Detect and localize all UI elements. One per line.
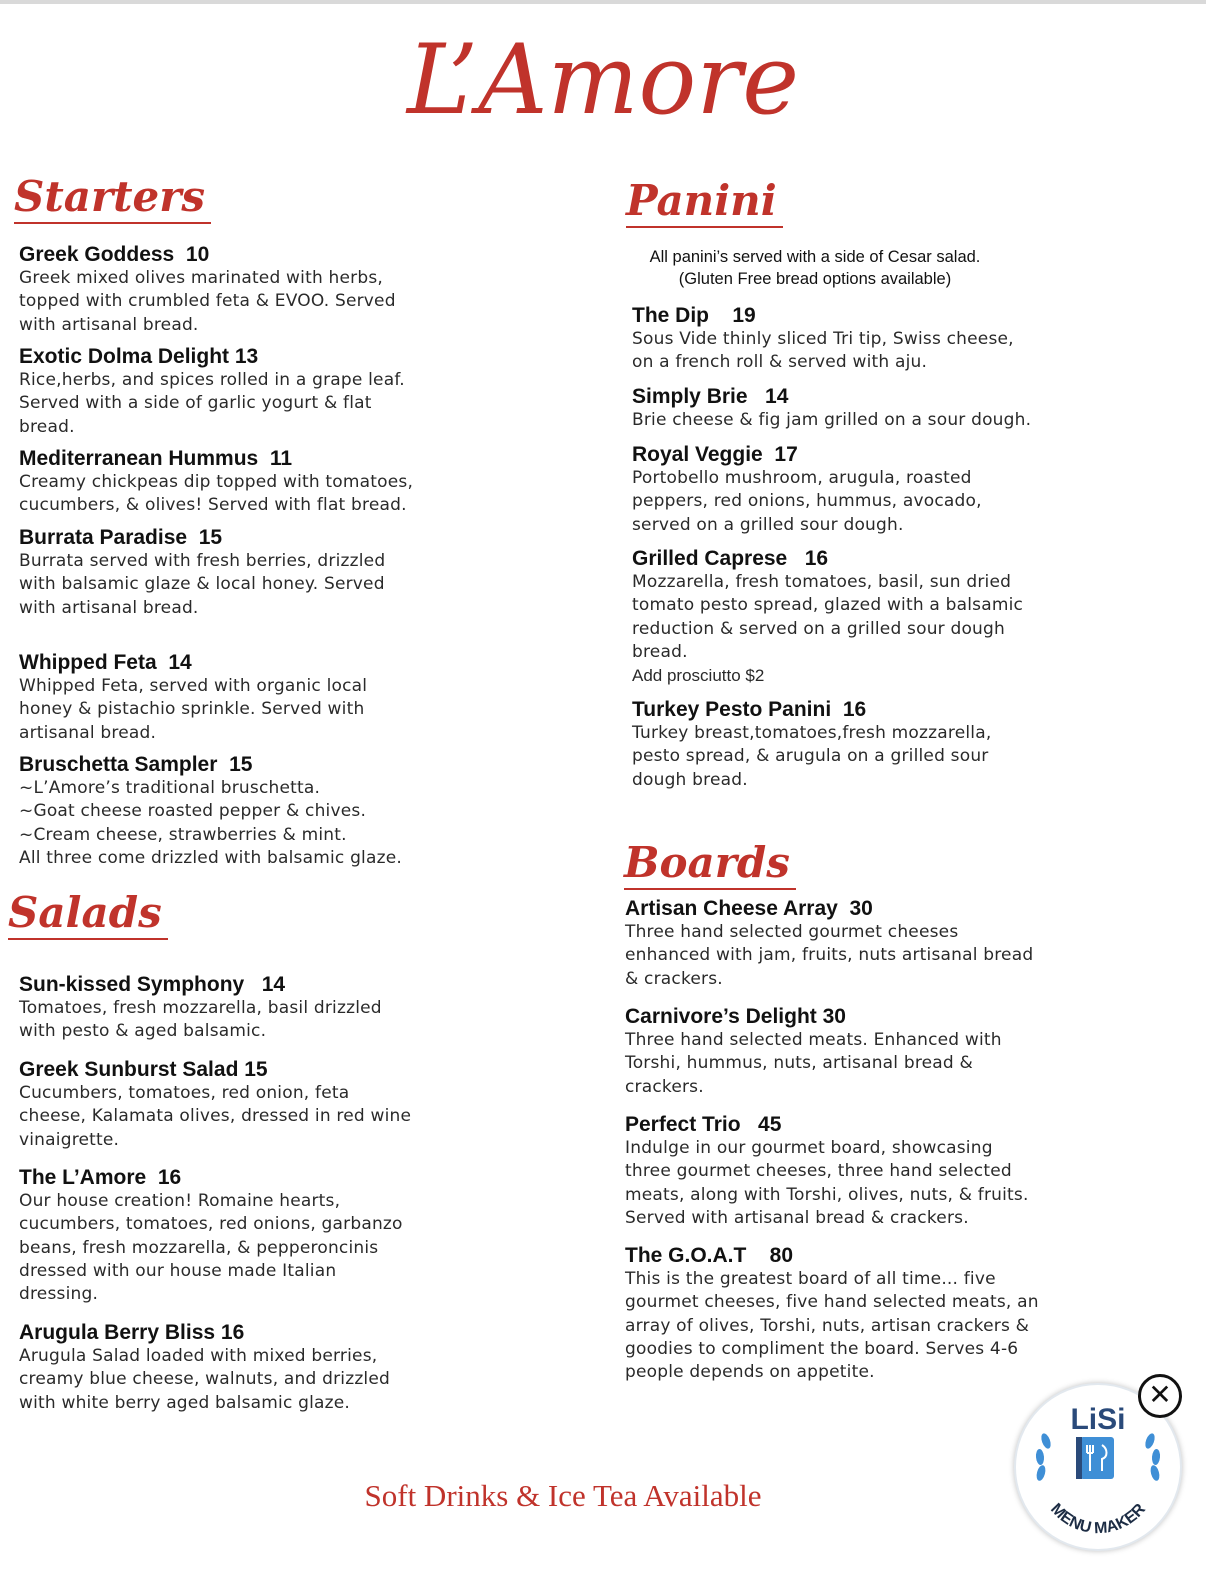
panini-note [600,246,1030,290]
menu-item-artisan-cheese-array [625,896,1075,991]
item-description: Mozzarella, fresh tomatoes, basil, sun dried tomato pesto spread, glazed with a balsamic reduction & served on a grilled sour dough bread. [632,572,1024,662]
item-name: The G.O.A.T 80 [625,1244,794,1267]
menu-item-the-lamore [19,1165,449,1306]
boards-heading: Boards [624,838,796,890]
item-name: Bruschetta Sampler 15 [19,753,253,776]
item-description: Burrata served with fresh berries, drizzled with balsamic glaze & local honey. Served with artisanal bread. [19,551,386,618]
panini-note-line-1: All panini’s served with a side of Cesar salad. [649,248,981,266]
menu-item-greek-sunburst-salad [19,1057,449,1152]
item-name: Royal Veggie 17 [632,443,798,466]
item-name: Grilled Caprese 16 [632,547,829,570]
footer-note: Soft Drinks & Ice Tea Available [364,1478,762,1513]
item-description: Three hand selected meats. Enhanced with Torshi, hummus, nuts, artisanal bread & crackers. [625,1030,1002,1097]
item-name: Burrata Paradise 15 [19,526,223,549]
restaurant-title: L’Amore [406,24,800,136]
item-name: Mediterranean Hummus 11 [19,447,293,470]
menu-item-simply-brie [632,384,1062,432]
item-description: Indulge in our gourmet board, showcasing three gourmet cheeses, three hand selected meats, along with Torshi, olives, nuts, & fruits. Served with artisanal bread & crackers. [625,1138,1029,1228]
item-description: Creamy chickpeas dip topped with tomatoes, cucumbers, & olives! Served with flat bread. [19,472,414,516]
panini-heading: Panini [626,176,783,228]
menu-item-turkey-pesto-panini [632,697,1062,792]
menu-item-perfect-trio [625,1112,1075,1230]
item-description: ~L’Amore’s traditional bruschetta. ~Goat cheese roasted pepper & chives. ~Cream cheese, strawberries & mint. All three come drizzled with balsamic glaze. [19,778,402,868]
menu-item-the-dip [632,303,1062,375]
menu-item-mediterranean-hummus [19,446,449,518]
item-name: Sun-kissed Symphony 14 [19,973,286,996]
item-description: Our house creation! Romaine hearts, cucumbers, tomatoes, red onions, garbanzo beans, fresh mozzarella, & pepperoncinis dressed with our house made Italian dressing. [19,1191,403,1305]
item-description: Portobello mushroom, arugula, roasted peppers, red onions, hummus, avocado, served on a grilled sour dough. [632,468,982,535]
item-description: Three hand selected gourmet cheeses enhanced with jam, fruits, nuts artisanal bread & crackers. [625,922,1034,989]
item-name: Carnivore’s Delight 30 [625,1005,846,1028]
item-description: Brie cheese & fig jam grilled on a sour dough. [632,410,1032,430]
top-border [0,0,1206,4]
item-addon: Add prosciutto $2 [632,666,765,686]
item-name: The L’Amore 16 [19,1166,182,1189]
item-name: Arugula Berry Bliss 16 [19,1321,245,1344]
item-name: Simply Brie 14 [632,385,789,408]
item-name: Exotic Dolma Delight 13 [19,345,259,368]
menu-item-the-goat [625,1243,1075,1384]
item-name: The Dip 19 [632,304,756,327]
menu-item-whipped-feta [19,650,449,745]
item-description: Turkey breast,tomatoes,fresh mozzarella, pesto spread, & arugula on a grilled sour dough bread. [632,723,992,790]
starters-heading: Starters [14,172,211,224]
item-description: Cucumbers, tomatoes, red onion, feta cheese, Kalamata olives, dressed in red wine vinaigrette. [19,1083,412,1150]
menu-item-carnivores-delight [625,1004,1075,1099]
item-description: Rice,herbs, and spices rolled in a grape leaf. Served with a side of garlic yogurt & flat bread. [19,370,405,437]
item-description: Greek mixed olives marinated with herbs, topped with crumbled feta & EVOO. Served with artisanal bread. [19,268,396,335]
menu-item-sun-kissed-symphony [19,972,449,1044]
menu-item-royal-veggie [632,442,1062,537]
item-name: Artisan Cheese Array 30 [625,897,873,920]
menu-item-burrata-paradise [19,525,449,620]
menu-item-greek-goddess [19,242,449,337]
item-description: Sous Vide thinly sliced Tri tip, Swiss cheese, on a french roll & served with aju. [632,329,1014,373]
item-name: Greek Goddess 10 [19,243,210,266]
menu-item-bruschetta-sampler [19,752,449,870]
close-icon[interactable]: ✕ [1138,1374,1182,1418]
item-description: Arugula Salad loaded with mixed berries, creamy blue cheese, walnuts, and drizzled with white berry aged balsamic glaze. [19,1346,391,1413]
menu-item-exotic-dolma [19,344,449,439]
menu-book-icon [1076,1437,1114,1479]
menu-item-grilled-caprese [632,546,1062,687]
item-name: Whipped Feta 14 [19,651,192,674]
salads-heading: Salads [8,888,168,940]
item-description: Tomatoes, fresh mozzarella, basil drizzled with pesto & aged balsamic. [19,998,382,1042]
badge-brand: LiSi [1070,1403,1126,1436]
item-description: Whipped Feta, served with organic local honey & pistachio sprinkle. Served with artisanal bread. [19,676,368,743]
item-name: Perfect Trio 45 [625,1113,782,1136]
panini-note-line-2: (Gluten Free bread options available) [678,270,952,288]
badge-caption: MENU MAKER [1047,1500,1149,1538]
item-description: This is the greatest board of all time... five gourmet cheeses, five hand selected meats, an array of olives, Torshi, nuts, artisan crackers & goodies to compliment the board. Serves 4-6 people depends on appetite. [625,1269,1039,1383]
item-name: Greek Sunburst Salad 15 [19,1058,268,1081]
item-name: Turkey Pesto Panini 16 [632,698,867,721]
menu-item-arugula-berry-bliss [19,1320,449,1415]
